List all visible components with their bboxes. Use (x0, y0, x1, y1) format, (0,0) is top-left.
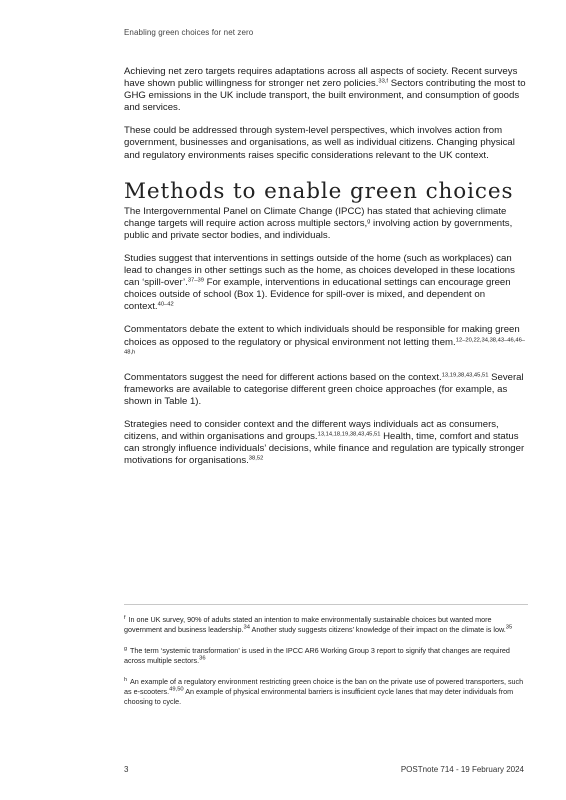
citation: 33,f (378, 78, 389, 85)
footnote-f: $^f$ In one UK survey, 90% of adults stated an intention to make environmentally sustainable choices but wanted more government and business leadership.$^{34}$ Another study suggests citizens’ knowledge of their impact on the climate is low.$^{35}$ (124, 615, 513, 635)
footnote-mark: f (124, 615, 126, 621)
citation: 12–20,22,34,38,43–46,46–48,h (124, 336, 526, 355)
page-number: 3 (124, 765, 129, 774)
main-content (124, 66, 528, 478)
footnote-h: $^h$ An example of a regulatory environment restricting green choice is the ban on the private use of powered transporters, such as e-scooters.$^{49,50}$ An example of physical environmental barriers is insufficient cycle lanes that may deter individuals from choosing to cycle. (124, 676, 524, 707)
citation: 40–42 (157, 301, 174, 308)
citation: 37–39 (187, 277, 204, 284)
citation: 38,52 (248, 455, 264, 462)
section-paragraph-1: The Intergovernmental Panel on Climate Change (IPCC) has stated that achieving climate change targets will require action across multiple sectors,$^g$ involving action by governments, public and private sector bodies, and individuals. (124, 205, 513, 241)
section-paragraph-4: Commentators suggest the need for different actions based on the context.$^{13,19,38,43,45,51}$ Several frameworks are available to categorise different green choice approaches (for example, as shown in Table 1). (124, 371, 524, 407)
intro-paragraph-1: Achieving net zero targets requires adaptations across all aspects of society. Recent surveys have shown public willingness for stronger net zero policies.$^{33,f}$ Sectors contributing the most to GHG emissions in the UK include transport, the built environment, and consumption of goods and services. (124, 66, 526, 114)
citation: 49,50 (169, 686, 184, 693)
citation: 34 (243, 624, 250, 631)
citation: 13,19,38,43,45,51 (441, 372, 489, 379)
footnote-mark: g (124, 645, 127, 652)
section-paragraph-2: Studies suggest that interventions in settings outside of the home (such as workplaces) can lead to changes in other settings such as the home, as choices developed in these locations can ‘spill-over’.$^{37-39}$ For example, interventions in educational settings can encourage green choices outside of school (Box 1). Evidence for spill-over is mixed, and dependent on context.$^{40-42}$ (124, 252, 515, 313)
section-heading: Methods to enable green choices (124, 178, 514, 204)
intro-paragraph-2: These could be addressed through system-level perspectives, which involves action from government, businesses and organisations, as well as individual citizens. Changing physical and regulatory environments raises specific considerations relevant to the UK context. (124, 125, 515, 161)
publication-info: POSTnote 714 - 19 February 2024 (400, 765, 524, 774)
citation: 36 (199, 655, 206, 662)
running-header: Enabling green choices for net zero (124, 28, 254, 37)
footnotes (124, 604, 528, 718)
citation: g (367, 218, 371, 225)
citation: 13,14,18,19,38,43,45,51 (317, 431, 381, 438)
section-paragraph-5: Strategies need to consider context and the different ways individuals act as consumers, citizens, and within organisations and groups.$^{13,14,18,19,38,43,45,51}$ Health, time, comfort and status can strongly influence individuals’ decisions, while finance and regulation are typically stronger motivations for organisations.$^{38,52}$ (124, 418, 525, 467)
footnote-mark: h (124, 676, 127, 683)
citation: 35 (505, 624, 513, 631)
section-paragraph-3: Commentators debate the extent to which individuals should be responsible for making green choices as opposed to the regulatory or physical environment not letting them.$^{12-20,22,34,38,43-46,46-48,h}$ (124, 324, 526, 355)
footnote-g: $^g$ The term ‘systemic transformation’ is used in the IPCC AR6 Working Group 3 report to signify that changes are required across multiple sectors.$^{36}$ (124, 645, 510, 666)
